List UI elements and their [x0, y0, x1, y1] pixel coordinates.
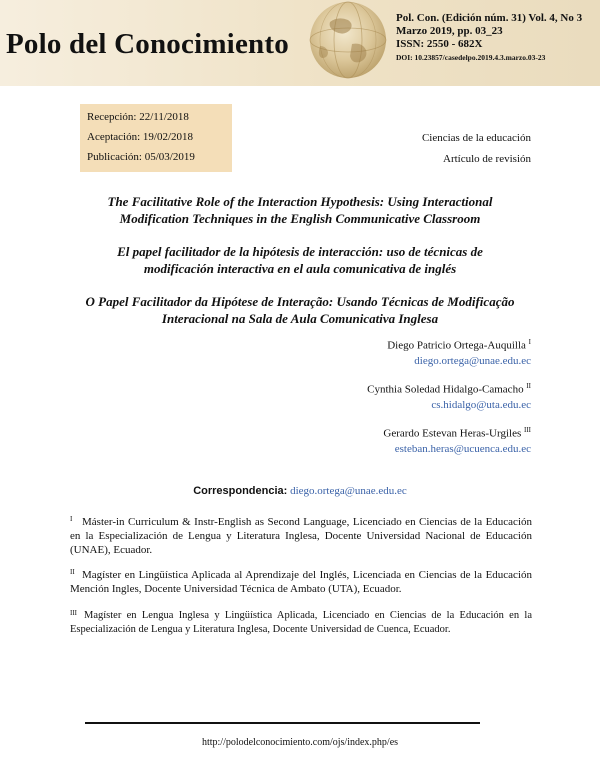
journal-date-pages: Marzo 2019, pp. 03_23	[396, 25, 503, 37]
category-type: Artículo de revisión	[443, 153, 531, 165]
author-email[interactable]: cs.hidalgo@uta.edu.ec	[431, 399, 531, 411]
title-spanish-line1: El papel facilitador de la hipótesis de interacción: uso de técnicas de	[117, 244, 483, 259]
title-english-line2: Modification Techniques in the English Communicative Classroom	[119, 211, 481, 226]
category-area: Ciencias de la educación	[421, 132, 531, 144]
journal-issue: Pol. Con. (Edición núm. 31) Vol. 4, No 3	[396, 12, 583, 24]
correspondence	[0, 485, 600, 497]
footer-url[interactable]: http://polodelconocimiento.com/ojs/index.php/es	[201, 737, 399, 748]
date-accepted: Aceptación: 19/02/2018	[87, 131, 194, 143]
author-name: Gerardo Estevan Heras-Urgiles $^{III}$	[383, 426, 531, 440]
footnote	[70, 515, 532, 557]
title-portuguese	[60, 293, 540, 327]
journal-issn: ISSN: 2550 - 682X	[396, 38, 483, 50]
title-portuguese-line2: Interacional na Sala de Aula Comunicativa Inglesa	[161, 311, 439, 326]
title-spanish-line2: modificación interactiva en el aula comunicativa de inglés	[143, 261, 457, 276]
title-english	[60, 193, 540, 227]
footnote-text: Magíster en Lingüística Aplicada al Aprendizaje del Inglés, Licenciada en Ciencias de la Educación Mención Ingles, Docente Universidad Técnica de Ambato (UTA), Ecuador.	[70, 569, 532, 595]
journal-meta	[396, 12, 596, 64]
footer-rule	[85, 722, 480, 724]
journal-logo-text: Polo del Conocimiento	[6, 28, 289, 60]
date-published: Publicación: 05/03/2019	[87, 151, 195, 163]
date-received: Recepción: 22/11/2018	[87, 111, 189, 123]
title-portuguese-line1: O Papel Facilitador da Hipótese de Interação: Usando Técnicas de Modificação	[85, 294, 515, 309]
globe-icon	[290, 0, 400, 86]
title-english-line1: The Facilitative Role of the Interaction Hypothesis: Using Interactional	[107, 194, 493, 209]
author-name: Diego Patricio Ortega-Auquilla $^I$	[387, 338, 531, 352]
correspondence-email[interactable]: diego.ortega@unae.edu.ec	[290, 485, 407, 497]
author-email[interactable]: esteban.heras@ucuenca.edu.ec	[394, 443, 531, 455]
correspondence-label: Correspondencia:	[193, 485, 288, 497]
footnote-text: Máster-in Curriculum & Instr-English as Second Language, Licenciado en Ciencias de la Educación en la Especialización de Lengua y Literatura Inglesa, Docente Universidad Nacional de Educación (UNAE), Ecuador.	[70, 516, 532, 556]
footnote-mark: II	[70, 568, 75, 576]
author-email[interactable]: diego.ortega@unae.edu.ec	[414, 355, 531, 367]
footnote	[70, 609, 532, 637]
footnote-mark: III	[70, 609, 77, 617]
footnote	[70, 568, 532, 596]
journal-doi: DOI: 10.23857/casedelpo.2019.4.3.marzo.03-23	[396, 53, 546, 62]
footnote-mark: I	[70, 515, 73, 523]
author-name: Cynthia Soledad Hidalgo-Camacho $^{II}$	[367, 382, 531, 396]
author-mark: III	[524, 426, 531, 434]
footnote-text: Magíster en Lengua Inglesa y Lingüística Aplicada, Licenciado en Ciencias de la Educación en la Especialización de Lengua y Literatura Inglesa, Docente Universidad de Cuenca, Ecuador.	[70, 610, 532, 635]
author-mark: I	[528, 338, 531, 346]
title-spanish	[60, 243, 540, 277]
dates-box	[80, 104, 232, 172]
author-mark: II	[526, 382, 531, 390]
